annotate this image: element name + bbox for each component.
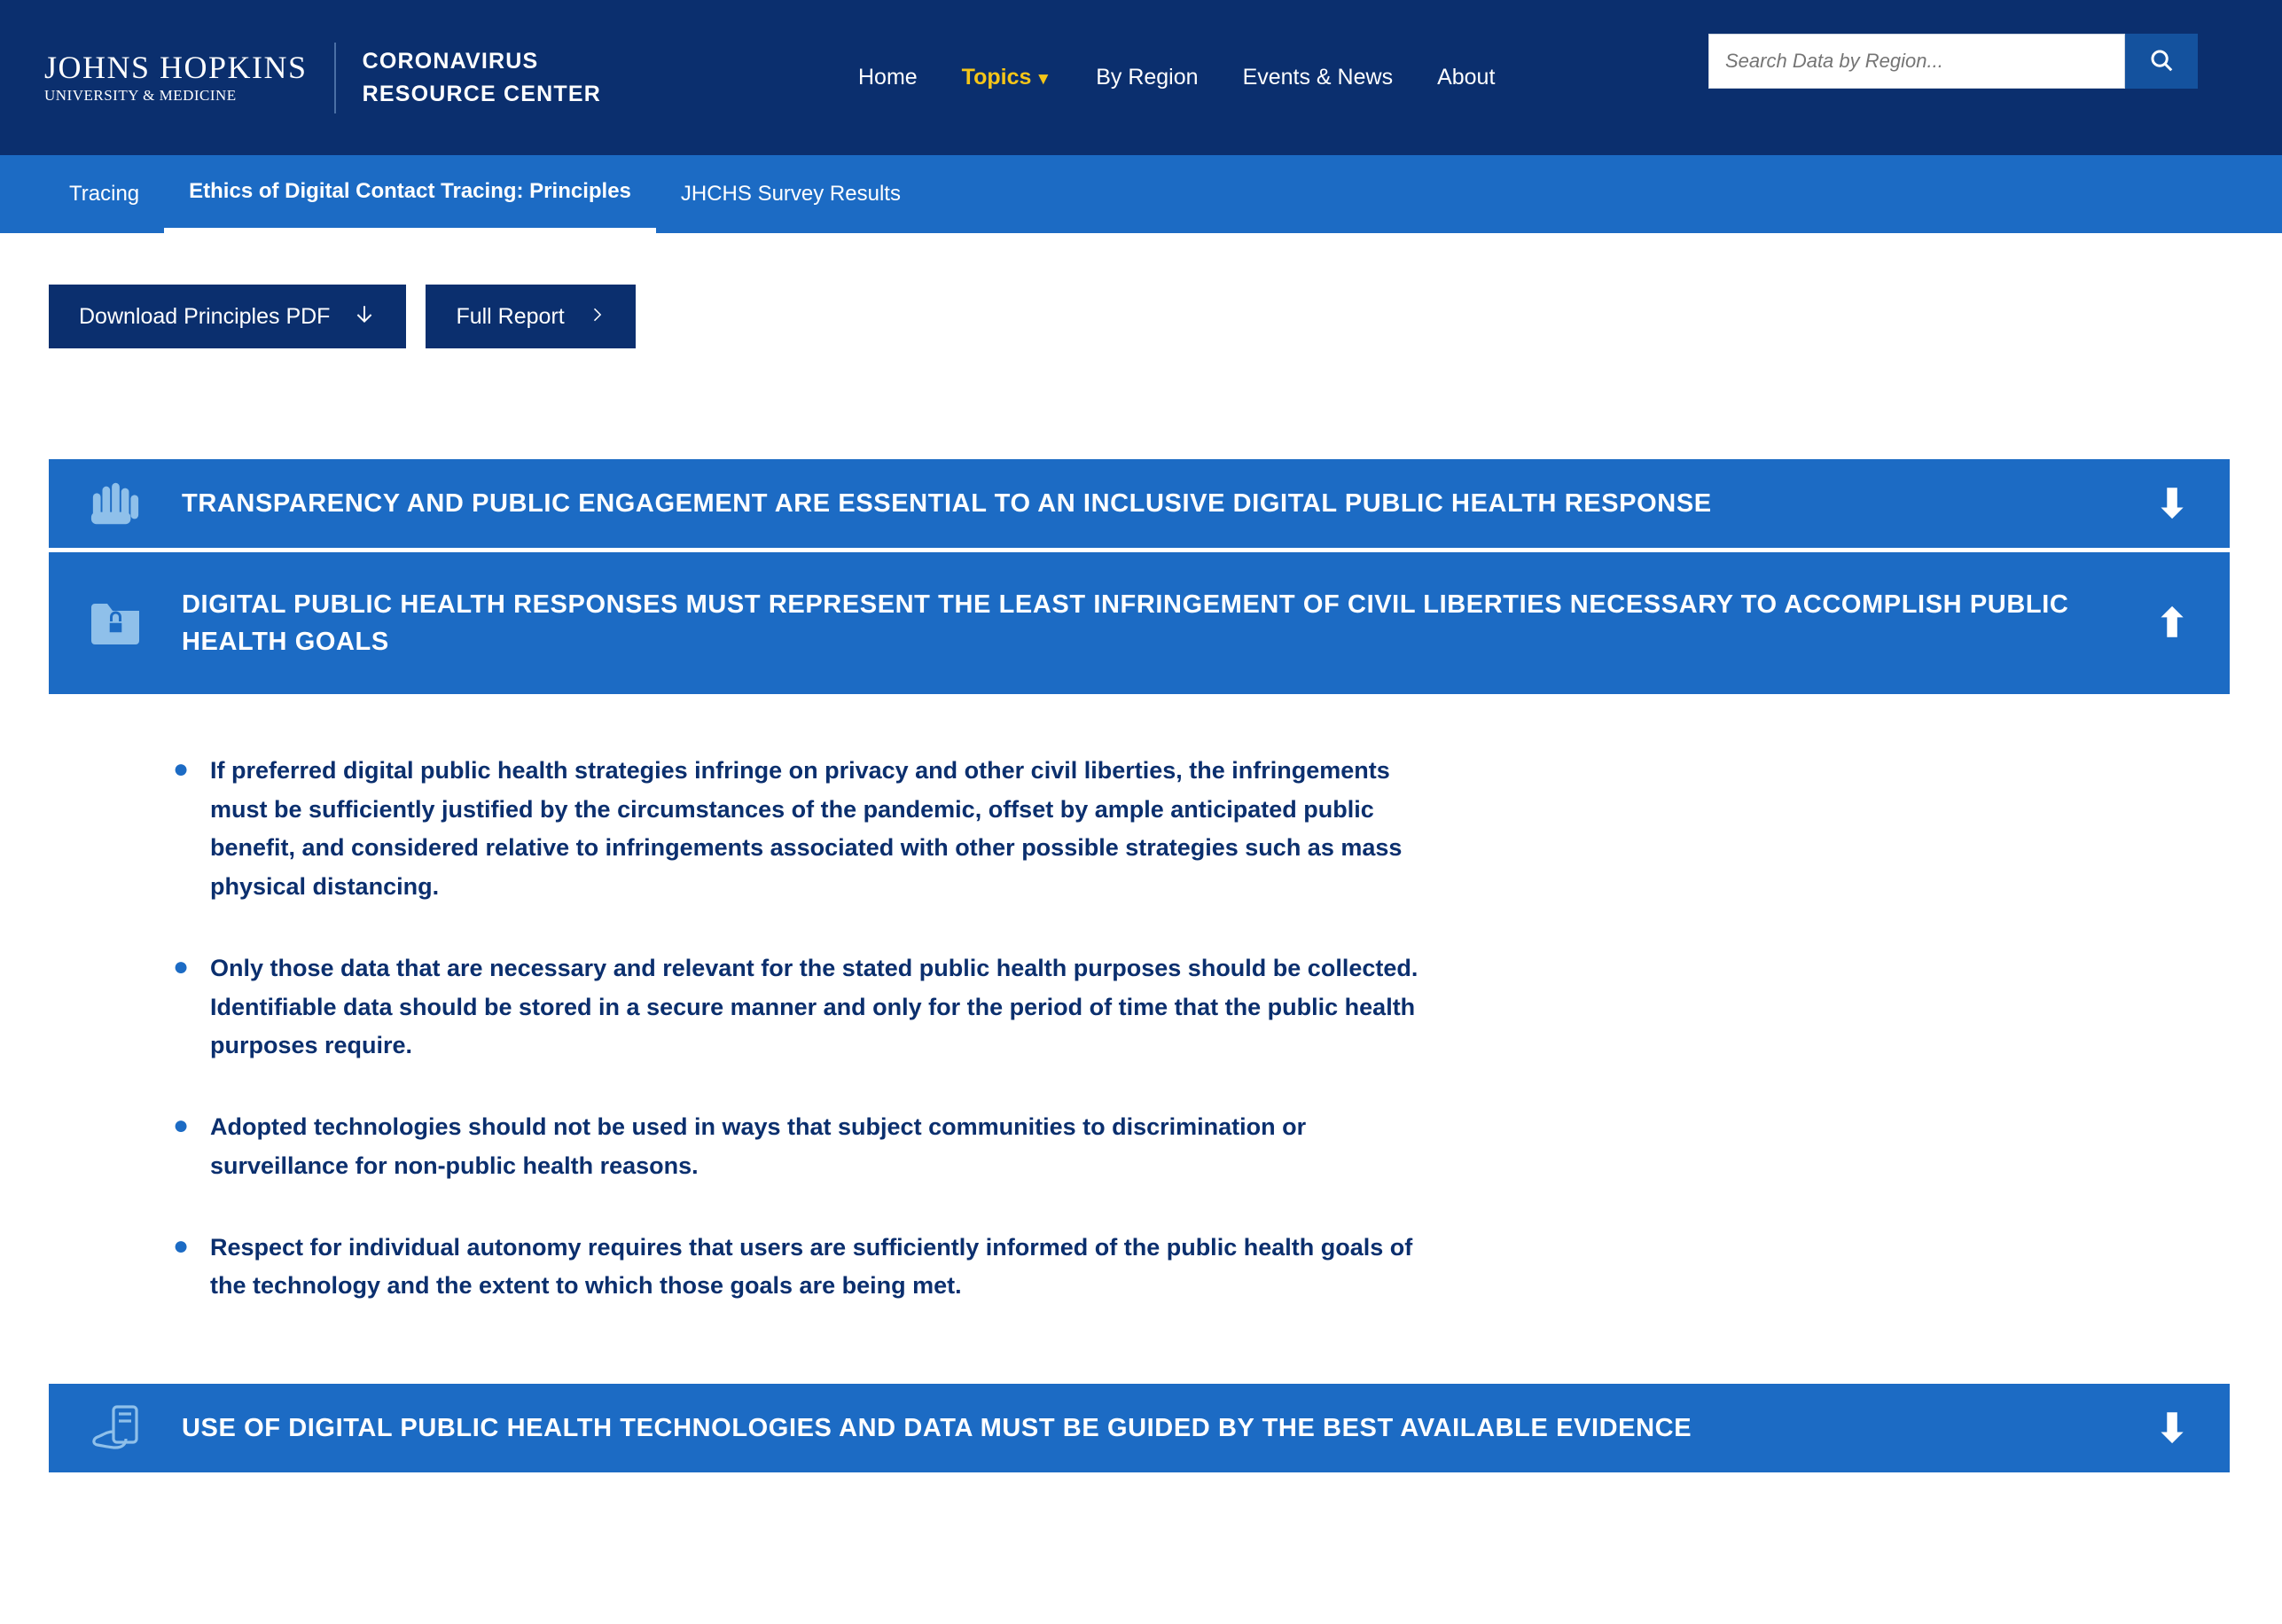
nav-item-events-news[interactable]: Events & News bbox=[1242, 65, 1394, 90]
full-report-button[interactable] bbox=[426, 285, 635, 348]
list-item bbox=[173, 1229, 1441, 1306]
jhu-logo[interactable] bbox=[44, 29, 601, 127]
bullet-dot: ● bbox=[173, 1111, 190, 1141]
page-bottom-spacer bbox=[0, 1477, 2282, 1493]
chevron-right-icon bbox=[588, 302, 606, 332]
bullet-dot: ● bbox=[173, 1230, 190, 1261]
sub-navigation bbox=[0, 155, 2282, 233]
accordion-section-best-evidence[interactable] bbox=[49, 1384, 2230, 1472]
list-item bbox=[173, 752, 1441, 907]
accordion-title: DIGITAL PUBLIC HEALTH RESPONSES MUST REPRESENT THE LEAST INFRINGEMENT OF CIVIL LIBERTIES NECESSARY TO ACCOMPLISH PUBLIC HEALTH GOALS bbox=[182, 589, 2069, 656]
nav-item-about[interactable]: About bbox=[1437, 65, 1496, 90]
accordion-title: USE OF DIGITAL PUBLIC HEALTH TECHNOLOGIES AND DATA MUST BE GUIDED BY THE BEST AVAILABLE EVIDENCE bbox=[182, 1414, 1692, 1443]
hand-holding-phone-icon bbox=[49, 1401, 182, 1455]
download-button-label: Download Principles PDF bbox=[79, 303, 331, 329]
list-item-text: Respect for individual autonomy requires that users are sufficiently informed of the public health goals of the technology and the extent to which those goals are being met. bbox=[210, 1233, 1413, 1300]
tab-tracing[interactable]: Tracing bbox=[69, 182, 140, 206]
main-navigation bbox=[858, 65, 1495, 90]
locked-folder-icon bbox=[49, 597, 182, 650]
search-box bbox=[1708, 34, 2198, 89]
jhu-logo-line2: UNIVERSITY & MEDICINE bbox=[44, 87, 237, 105]
full-report-button-label: Full Report bbox=[456, 303, 565, 329]
list-item-text: Only those data that are necessary and relevant for the stated public health purposes should be collected. Identifiable data should be stored in a secure manner and only for the period of time that the public health purposes require. bbox=[210, 954, 1418, 1059]
nav-item-topics[interactable] bbox=[962, 65, 1052, 90]
accordion-panel-civil-liberties bbox=[49, 699, 2282, 1384]
chevron-down-icon: ▼ bbox=[1035, 70, 1052, 89]
download-principles-pdf-button[interactable] bbox=[49, 285, 406, 348]
site-title-line2: RESOURCE CENTER bbox=[362, 81, 601, 106]
principles-accordion bbox=[0, 459, 2282, 1472]
chevron-up-arrow-icon[interactable]: ⬆ bbox=[2155, 601, 2189, 645]
list-item-text: Adopted technologies should not be used in ways that subject communities to discrimination or surveillance for non-public health reasons. bbox=[210, 1113, 1307, 1179]
nav-item-topics-label: Topics bbox=[961, 65, 1032, 90]
nav-item-by-region[interactable]: By Region bbox=[1096, 65, 1199, 90]
chevron-down-arrow-icon[interactable]: ⬇ bbox=[2155, 1406, 2189, 1450]
search-icon bbox=[2148, 47, 2175, 76]
tab-ethics-principles[interactable]: Ethics of Digital Contact Tracing: Principles bbox=[164, 155, 656, 233]
jhu-logo-line1: JOHNS HOPKINS bbox=[44, 49, 308, 85]
bullet-dot: ● bbox=[173, 754, 190, 784]
action-buttons bbox=[0, 233, 2282, 348]
accordion-section-civil-liberties[interactable] bbox=[49, 552, 2230, 694]
nav-item-home[interactable]: Home bbox=[857, 65, 918, 90]
search-button[interactable] bbox=[2125, 34, 2198, 89]
list-item-text: If preferred digital public health strategies infringe on privacy and other civil liberties, the infringements must be sufficiently justified by the circumstances of the pandemic, offset by ample anticipated public benefit, and considered relative to infringements associated with other possible strategies such as mass physical distancing. bbox=[210, 757, 1403, 901]
jhu-wordmark bbox=[44, 51, 334, 105]
bullet-dot: ● bbox=[173, 951, 190, 981]
site-title bbox=[363, 45, 601, 110]
accordion-section-transparency[interactable] bbox=[49, 459, 2230, 548]
site-title-line1: CORONAVIRUS bbox=[362, 49, 539, 74]
chevron-down-arrow-icon[interactable]: ⬇ bbox=[2155, 481, 2189, 526]
accordion-title: TRANSPARENCY AND PUBLIC ENGAGEMENT ARE ESSENTIAL TO AN INCLUSIVE DIGITAL PUBLIC HEALTH RESPONSE bbox=[182, 488, 1712, 518]
site-header bbox=[0, 0, 2282, 155]
raised-hands-icon bbox=[49, 478, 182, 529]
search-input[interactable] bbox=[1708, 34, 2125, 89]
tab-jhchs-survey-results[interactable]: JHCHS Survey Results bbox=[680, 182, 901, 206]
download-arrow-icon bbox=[353, 302, 376, 332]
list-item bbox=[173, 1108, 1441, 1185]
logo-divider bbox=[334, 43, 336, 113]
list-item bbox=[173, 949, 1441, 1066]
